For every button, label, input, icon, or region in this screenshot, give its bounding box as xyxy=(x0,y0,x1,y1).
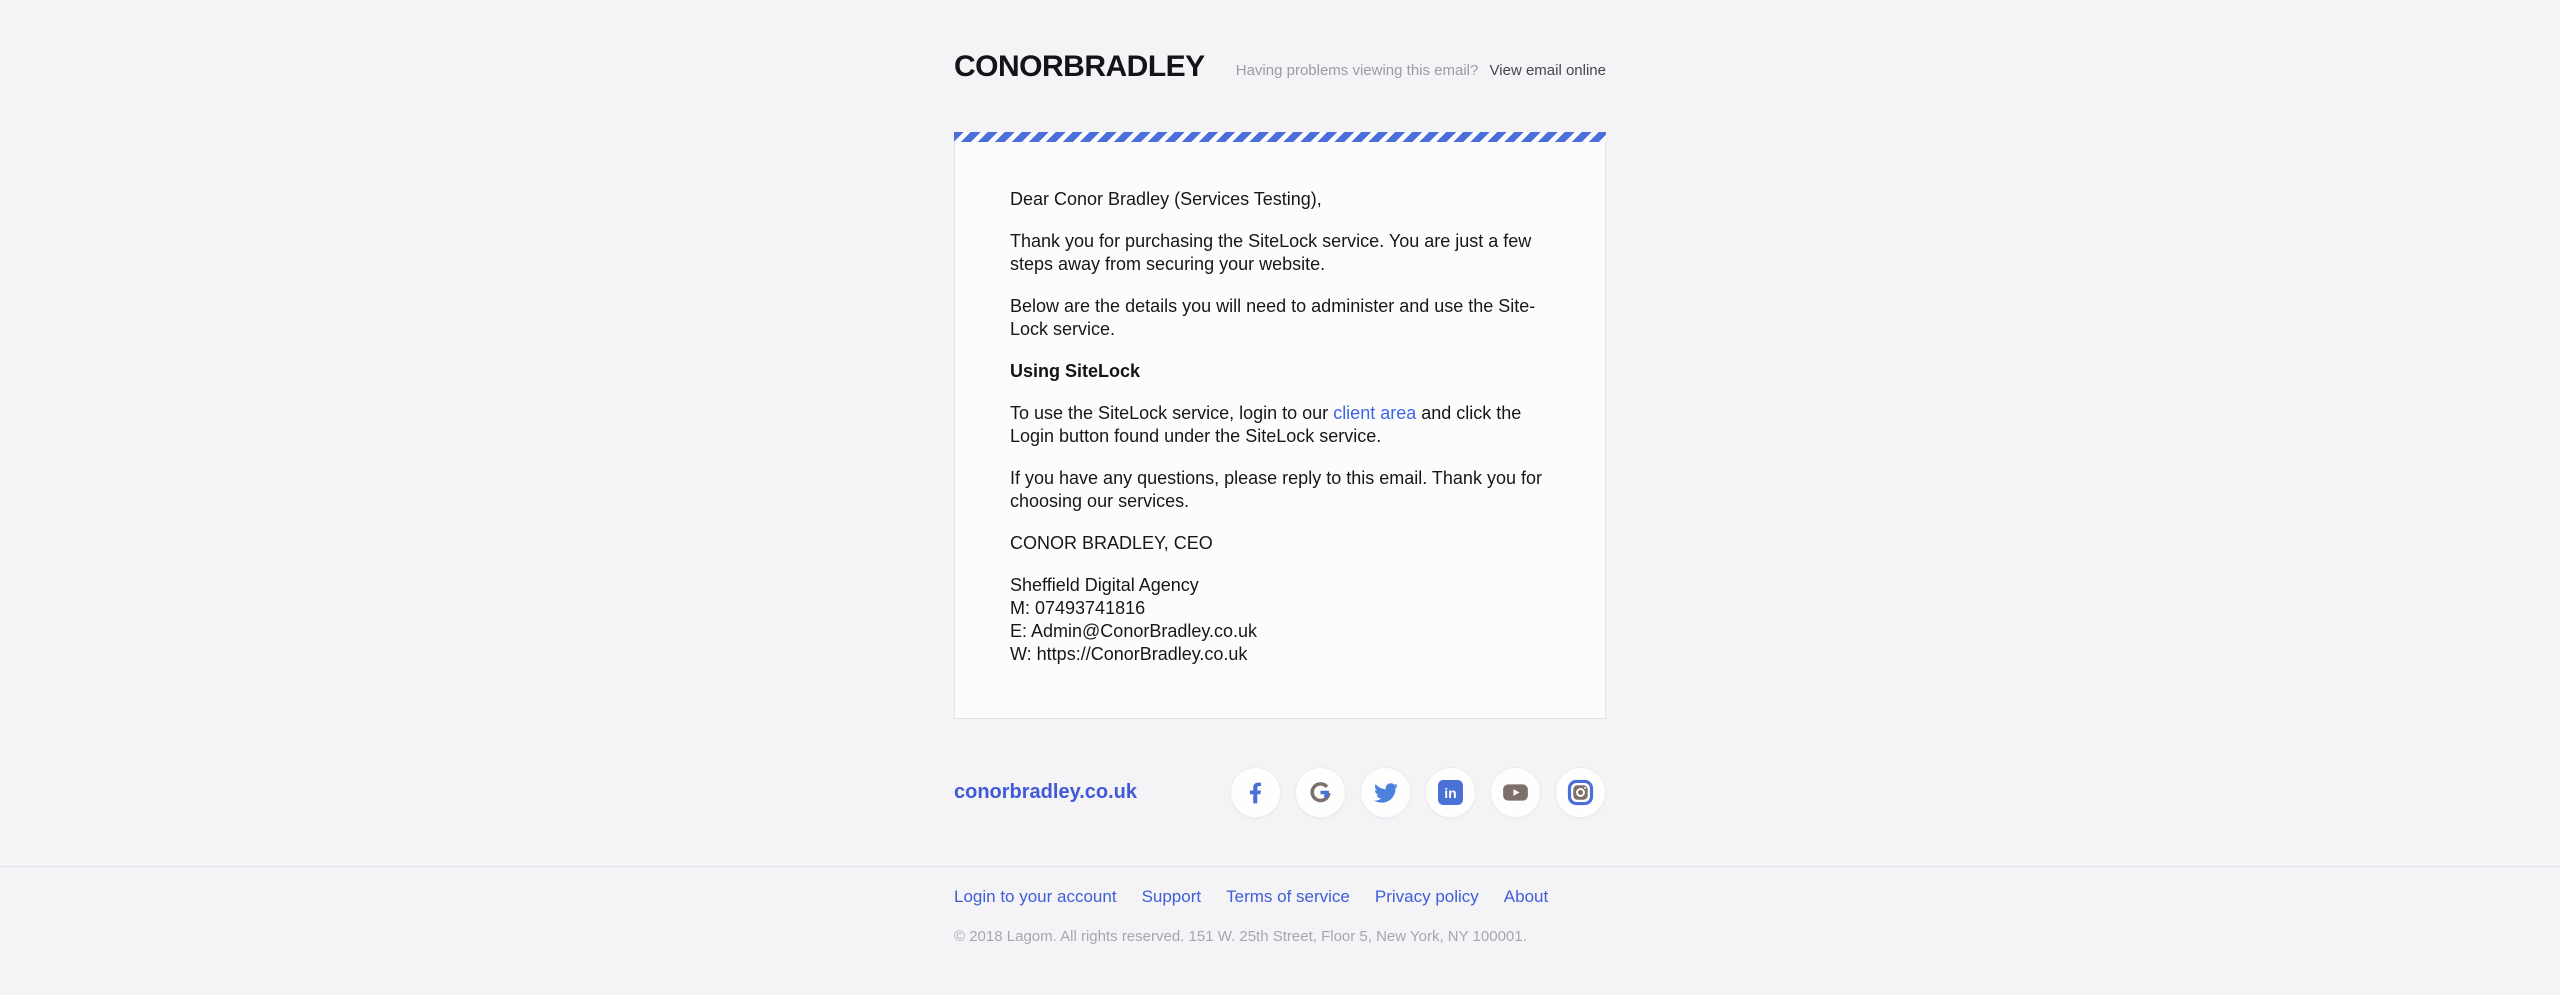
paragraph-thank-you: Thank you for purchasing the SiteLock service. You are just a few steps away from securing your website. xyxy=(1010,231,1532,274)
page-column xyxy=(954,0,1606,818)
signature-block xyxy=(1010,574,1550,666)
svg-text:in: in xyxy=(1444,785,1457,802)
instagram-button[interactable] xyxy=(1555,767,1606,818)
terms-of-service-link[interactable]: Terms of service xyxy=(1226,887,1350,906)
youtube-button[interactable] xyxy=(1490,767,1541,818)
site-link[interactable]: conorbradley.co.uk xyxy=(954,781,1138,803)
login-account-link[interactable]: Login to your account xyxy=(954,887,1117,906)
social-icons-group xyxy=(1230,767,1606,818)
paragraph-login-before: To use the SiteLock service, login to our xyxy=(1010,403,1334,423)
client-area-link[interactable]: client area xyxy=(1333,403,1417,423)
greeting-text: Dear Conor Bradley (Services Testing), xyxy=(1010,189,1322,209)
facebook-button[interactable] xyxy=(1230,767,1281,818)
linkedin-button[interactable] xyxy=(1425,767,1476,818)
google-button[interactable] xyxy=(1295,767,1346,818)
problems-viewing-text: Having problems viewing this email? xyxy=(1235,62,1479,79)
section-heading: Using SiteLock xyxy=(1010,361,1141,381)
website-line: W: https://ConorBradley.co.uk xyxy=(1010,644,1248,664)
linkedin-icon xyxy=(1438,780,1463,805)
instagram-icon xyxy=(1567,779,1594,806)
view-email-online-link[interactable]: View email online xyxy=(1489,62,1606,79)
bottom-links xyxy=(954,887,1606,907)
header-right xyxy=(1236,62,1606,84)
striped-top-border xyxy=(954,132,1606,142)
paragraph-details: Below are the details you will need to administer and use the Site-Lock service. xyxy=(1010,296,1536,339)
footer-row xyxy=(954,767,1606,818)
youtube-icon xyxy=(1502,779,1529,806)
paragraph-login xyxy=(1010,402,1550,448)
paragraph-login-after: and click the Login button found under the SiteLock service. xyxy=(1010,403,1522,446)
mobile-line: M: 07493741816 xyxy=(1010,598,1146,618)
support-link[interactable]: Support xyxy=(1141,887,1202,906)
google-icon xyxy=(1308,780,1333,805)
twitter-icon xyxy=(1374,781,1398,805)
paragraph-questions: If you have any questions, please reply to this email. Thank you for choosing our services. xyxy=(1010,468,1542,511)
about-link[interactable]: About xyxy=(1503,887,1549,906)
twitter-button[interactable] xyxy=(1360,767,1411,818)
signature-text: CONOR BRADLEY, CEO xyxy=(1010,533,1213,553)
email-card xyxy=(954,132,1606,719)
facebook-icon xyxy=(1249,781,1262,805)
privacy-policy-link[interactable]: Privacy policy xyxy=(1374,887,1479,906)
company-name: Sheffield Digital Agency xyxy=(1010,575,1199,595)
email-body xyxy=(955,142,1605,718)
email-line: E: Admin@ConorBradley.co.uk xyxy=(1010,621,1258,641)
brand-logo[interactable]: CONORBRADLEY xyxy=(954,50,1205,83)
copyright-text: © 2018 Lagom. All rights reserved. 151 W. 25th Street, Floor 5, New York, NY 100001. xyxy=(954,928,1527,945)
bottom-section xyxy=(954,867,1606,945)
header xyxy=(954,0,1606,84)
